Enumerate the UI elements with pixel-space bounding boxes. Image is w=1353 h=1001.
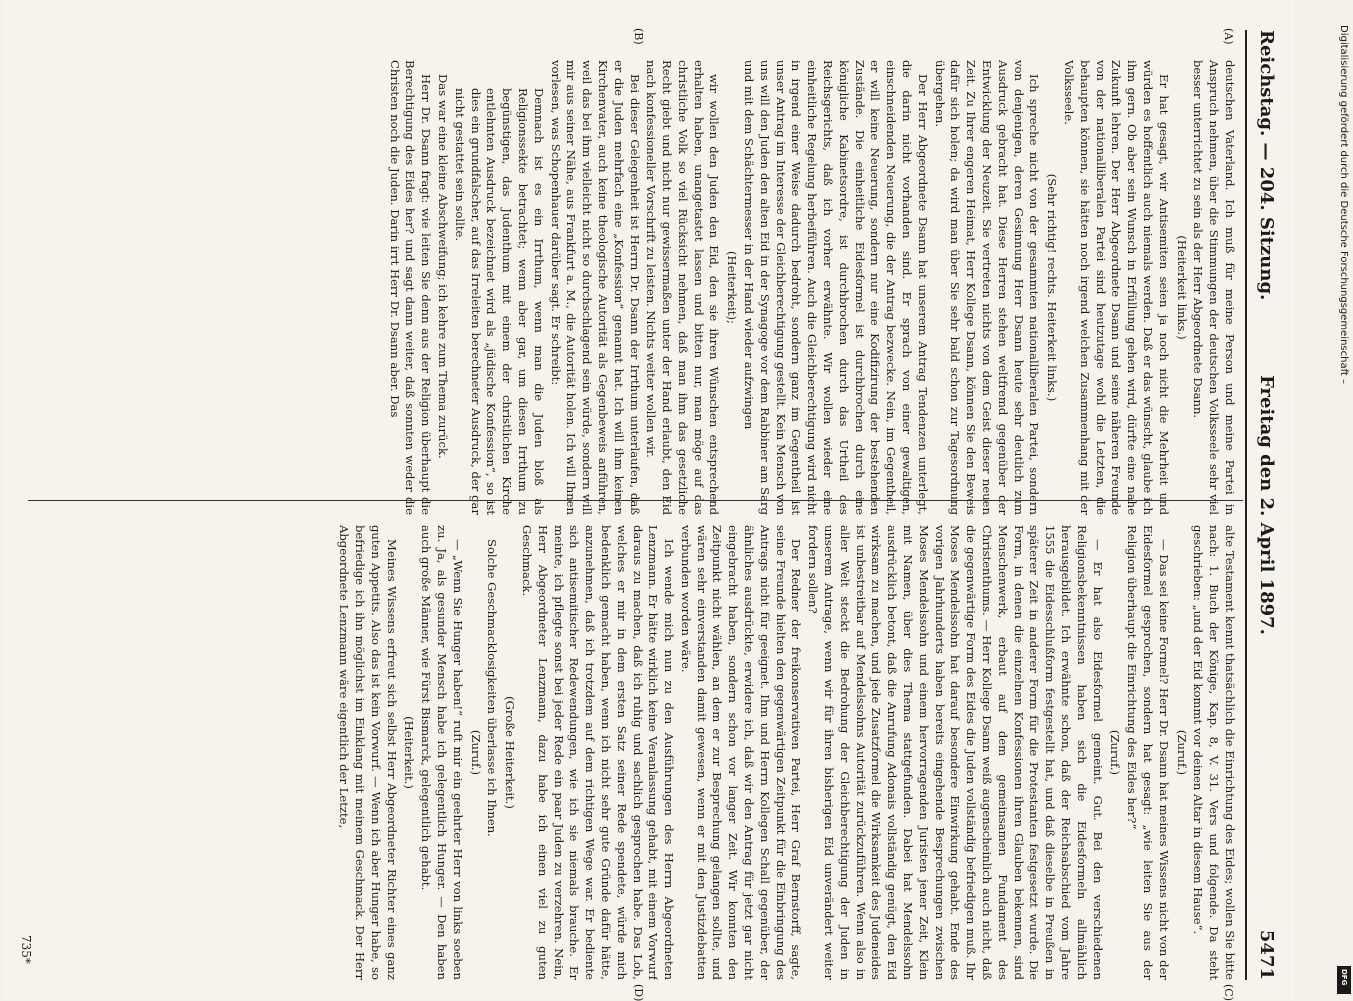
paragraph: — Das sei keine Formel? Herr Dr. Dsann hat meines Wissens nicht von der Eidesformel gesprochen, sondern hat gesagt: „wie leiten Sie aus der Religion überhaupt die Einrichtung des Eides her?“	[1125, 525, 1171, 980]
paragraph: Herr Dr. Dsann fragt: wie leiten Sie denn aus der Religion überhaupt die Berechtigung des Eides her? und sagt dann weiter, daß sonnten weder die Christen noch die Juden. Darin irrt Herr Dr. Dsann aber. Das	[387, 60, 434, 515]
paragraph: deutschen Vaterland. Ich muß für meine Person und meine Partei in Anspruch nehmen, über die Stimmungen der deutschen Volksseele sehr viel besser unterrichtet zu sein als der Herr Abgeordnete Dsann.	[1191, 60, 1237, 515]
paragraph: (Zuruf.)	[468, 729, 483, 776]
margin-letter-d: (D)	[632, 984, 645, 1001]
paragraph: Ich spreche nicht von der gesammten nationalliberalen Partei, sondern von denjenigen, deren Gesinnung Herr Dsann heute sehr deutlich zum Ausdruck gebracht hat. Diese Herren stehen weltfremd gegenüber der Entwicklung der Neuzeit. Sie vertreten nichts von dem Geist dieser neuen Zeit. Zu Ihrer engeren Heimat, Herr Kollege Dsann, können Sie den Beweis dafür sich holen; da wird man über Sie sehr bald schon zur Tagesordnung übergehen.	[932, 60, 1042, 515]
paragraph: alte Testament kennt thatsächlich die Einrichtung des Eides; wollen Sie bitte nach: 1. Buch der Könige, Kap. 8, V. 31. Vers und folgende. Da steht geschrieben: „und der Eid kommt vor deinen Altar in diesem Hause“.	[1191, 525, 1237, 980]
paragraph: Das war eine kleine Abschweifung; ich kehre zum Thema zurück.	[435, 74, 450, 459]
paragraph: (Große Heiterkeit.)	[503, 696, 518, 809]
header-left: Reichstag. — 204. Sitzung.	[1256, 30, 1277, 301]
paragraph: — „Wenn Sie Hunger haben!“ ruft mir ein geehrter Herr von links soeben zu. Ja, als gesunder Mensch habe ich gelegentlich Hunger. — Den haben auch große Männer, wie Fürst Bismarck, gelegentlich gehabt.	[419, 525, 465, 980]
paragraph: (Zuruf.)	[1108, 729, 1123, 776]
column-divider	[28, 500, 1243, 501]
paragraph: Der Herr Abgeordnete Dsann hat unserem Antrag Tendenzen unterlegt, die darin nicht vorhanden sind. Er sprach von einer gewaltigen, einschneidenden Neuerung, die der Antrag bezwecke. Nein, im Gegentheil, er will keine Neuerung, sondern nur eine Kodifizirung der bestehenden Zustände. Die einheitliche Eidesformel ist durchbrochen durch eine königliche Kabinetsordre, ist durchbrochen durch das Urtheil des Reichsgerichts, daß ich vorher erwähnte. Wir wollen wieder eine einheitliche Regelung herbeiführen. Auch die Gleichberechtigung wird nicht in irgend einer Weise dadurch bedroht, sondern ganz im Gegentheil ist unser Antrag im Interesse der Gleichberechtigung gestellt. Kein Mensch von uns will den Juden den alten Eid in der Synagoge vor dem Rabbiner am Sarg und mit dem Schächtermesser in der Hand wieder aufzwingen	[742, 60, 930, 515]
paragraph: — Er hat also Eidesformel gemeint. Gut. Bei den verschiedenen Religionsbekenntnissen haben sich die Eidesformeln allmählich herausgebildet. Ich erwähnte schon, daß der Reichsabschied vom Jahre 1555 die Eidesschlußform festgestellt hat, und daß dieselbe in Preußen in späterer Zeit in anderer Form für die Protestanten festgesetzt wurde. Die Form, in denen die einzelnen Konfessionen ihren Glauben bekennen, sind Menschenwerk, erbaut auf dem gemeinsamen Fundament des Christenthums. — Herr Kollege Dsann weiß augenscheinlich auch nicht, daß die gegenwärtige Form des Eides die Juden vollständig befriedigen muß. Ihr Moses Mendelssohn hat darauf besondere Einwirkung gehabt. Ende des vorigen Jahrhunderts haben bereits eingehende Besprechungen zwischen Moses Mendelssohn und einem hervorragenden Juristen jener Zeit, Klein mit Namen, über dies Thema stattgefunden. Dabei hat Mendelssohn ausdrücklich betont, daß die Anrufung Adonais vollständig genügt, den Eid wirksam zu machen, und jede Zusatzformel die Wirksamkeit des Judeneides ist unbestreitbar auf Mendelssohns Autorität zurückzuführen. Wenn also in aller Welt steckt die Bedrohung der Gleichberechtigung der Juden in unserem Antrage, wenn wir für ihren bisherigen Eid unverändert weiter fordern sollen?	[806, 525, 1105, 980]
paragraph: Solche Geschmacklosigkeiten überlasse ich Ihnen.	[485, 539, 500, 837]
right-column	[37, 525, 1237, 980]
page-header	[1251, 30, 1277, 980]
paragraph: Demnach ist es ein Irrthum, wenn man die Juden bloß als Religionssekte betrachtet; wenn aber gar, um diesen Irrthum zu begünstigen, das Judenthum mit einem der christlichen Kirche entlehnten Ausdruck bezeichnet wird als „jüdische Konfession“, so ist dies ein grundfalscher, auf das Irreleiten berechneter Ausdruck, der gar nicht gestattet sein sollte.	[452, 88, 546, 515]
paragraph: (Heiterkeit);	[725, 251, 740, 324]
paragraph: (Sehr richtig! rechts. Heiterkeit links.)	[1045, 173, 1060, 402]
paragraph: (Heiterkeit links.)	[1174, 235, 1189, 340]
paragraph: Der Redner der freikonservativen Partei, Herr Graf Bernstorff, sagte, seine Freunde hielten den gegenwärtigen Zeitpunkt für die Einbringung des Antrags nicht für geeignet. Ihm und Herrn Kollegen Schall gegenüber, der ähnliches ausdrückte, erwidere ich, daß wir den Antrag für jetzt gar nicht eingebracht haben, sondern schon vor langer Zeit. Wir konnten den Zeitpunkt nicht wählen, an dem er zur Besprechung gelangen sollte, und wären sehr einverstanden damit gewesen, wenn er mit den Justizdebatten verbunden worden wäre.	[678, 525, 804, 980]
paragraph: wir wollen den Juden den Eid, den sie ihren Wünschen entsprechend erhalten haben, unangetastet lassen und bitten nur, man möge auf das christliche Volk so viel Rücksicht nehmen, daß man ihm das gesetzliche Recht giebt und nicht nur gewissermaßen unter der Hand erlaubt, den Eid nach konfessioneller Vorschrift zu leisten. Nichts weiter wollen wir.	[644, 60, 722, 515]
paragraph: Er hat gesagt, wir Antisemiten seien ja noch nicht die Mehrheit und würden es hoffentlich auch niemals werden. Daß er das wünscht, glaube ich ihm gern. Ob aber sein Wunsch in Erfüllung gehen wird, dürfte eine nahe Zukunft lehren. Der Herr Abgeordnete Dsann und seine näheren Freunde von der nationalliberalen Partei sind heutzutage wohl die Letzten, die behaupten können, sie hätten noch irgend welchen Zusammenhang mit der Volksseele.	[1062, 60, 1171, 515]
paragraph: (Heiterkeit.)	[402, 716, 417, 789]
left-column	[37, 60, 1237, 515]
margin-letter-b: (B)	[632, 28, 645, 45]
digitization-note-text: Digitalisierung gefördert durch die Deutsche Forschungsgemeinschaft –	[1338, 25, 1349, 385]
paragraph: (Zuruf.)	[1174, 729, 1189, 776]
margin-letter-c: (C)	[1222, 984, 1235, 1001]
paragraph: Meines Wissens erfreut sich selbst Herr Abgeordneter Richter eines ganz guten Appetits. Also das ist kein Vorwurf. — Wenn ich aber Hunger habe, so befriedige ich ihn möglichst im Einklang mit meinem Geschmack. Der Herr Abgeordnete Lenzmann wäre eigentlich der Letzte,	[337, 525, 399, 980]
paragraph: Bei dieser Gelegenheit ist Herrn Dr. Dsann der Irrthum unterlaufen, daß er die Juden mehrfach eine „Konfession“ genannt hat. Ich will ihm keinen Kirchenvater, auch keine theologische Autorität als Gegenbeweis anführen, weil das bei ihm vielleicht nicht so durchschlagend sein würde, sondern will mir aus seiner Nähe, aus Frankfurt a. M., die Autorität holen. Ich will Ihnen vorlesen, was Schopenhauer darüber sagt. Er schreibt:	[548, 60, 642, 515]
page-number: 5471	[1256, 929, 1277, 980]
dfg-logo	[1337, 966, 1351, 994]
header-rule	[1245, 30, 1247, 980]
margin-letter-a: (A)	[1222, 28, 1235, 45]
scanned-page	[5, 0, 1295, 1000]
paragraph: Ich wende mich nun zu den Ausführungen des Herrn Abgeordneten Lenzmann. Er hätte wirklich keine Veranlassung gehabt, mit einem Vorwurf daraus zu machen, daß ich ruhig und sachlich gesprochen habe. Das Lob, welches er mir in dem ersten Satz seiner Rede spendete, würde mich bedenklich gemacht haben, wenn ich nicht sehr gute Gründe dafür hätte, anzunehmen, daß ich trotzdem auf dem richtigen Wege war. Er bediente sich antisemitischer Redewendungen, wie ich sie niemals brauche. Er meinte, ich pflegte sonst bei jeder Rede ein paar Juden zu verzehren. Nein, Herr Abgeordneter Lenzmann, dazu habe ich einen viel zu guten Geschmack.	[519, 525, 677, 980]
digitization-note	[1335, 5, 1351, 995]
dfg-logo-text: DFG	[1340, 969, 1348, 986]
page-signature: 735*	[19, 935, 33, 964]
header-center: Freitag den 2. April 1897.	[1256, 375, 1277, 635]
